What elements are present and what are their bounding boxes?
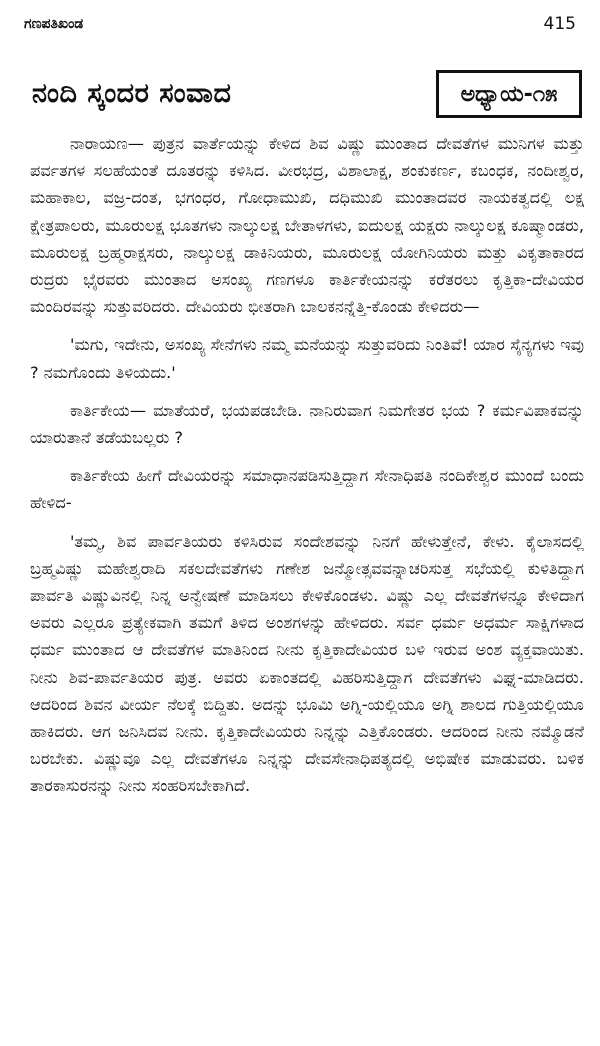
paragraph: ನಾರಾಯಣ— ಪುತ್ರನ ವಾರ್ತೆಯನ್ನು ಕೇಳಿದ ಶಿವ ವಿಷ್ಣು ಮುಂತಾದ ದೇವತೆಗಳ ಮುನಿಗಳ ಮತ್ತು ಪರ್ವತಗಳ ಸಲಹೆಯಂತೆ ದೂತರನ್ನು ಕಳಿಸಿದ. ವೀರಭದ್ರ, ವಿಶಾಲಾಕ್ಷ, ಶಂಕುಕರ್ಣ, ಕಬಂಧಕ, ನಂದೀಶ್ವರ, ಮಹಾಕಾಲ, ವಜ್ರ-ದಂತ, ಭಗಂಧರ, ಗೋಧಾಮುಖಿ, ದಧಿಮುಖಿ ಮುಂತಾದವರ ನಾಯಕತ್ವದಲ್ಲಿ ಲಕ್ಷ ಕ್ಷೇತ್ರಪಾಲರು, ಮೂರುಲಕ್ಷ ಭೂತಗಳು ನಾಲ್ಕುಲಕ್ಷ ಬೇತಾಳಗಳು, ಐದುಲಕ್ಷ ಯಕ್ಷರು ನಾಲ್ಕುಲಕ್ಷ ಕೂಷ್ಮಾಂಡರು, ಮೂರುಲಕ್ಷ ಬ್ರಹ್ಮರಾಕ್ಷಸರು, ನಾಲ್ಕುಲಕ್ಷ ಡಾಕಿನಿಯರು, ಮೂರುಲಕ್ಷ ಯೋಗಿನಿಯರು ಮತ್ತು ವಿಕೃತಾಕಾರದ ರುದ್ರರು ಭೈರವರು ಮುಂತಾದ ಅಸಂಖ್ಯ ಗಣಗಳೂ ಕಾರ್ತಿಕೇಯನನ್ನು ಕರೆತರಲು ಕೃತ್ತಿಕಾ-ದೇವಿಯರ ಮಂದಿರವನ್ನು ಸುತ್ತುವರಿದರು. ದೇವಿಯರು ಭೀತರಾಗಿ ಬಾಲಕನನ್ನೆತ್ತಿ-ಕೊಂಡು ಕೇಳಿದರು— xyxy=(30,134,584,317)
paragraph: ಕಾರ್ತಿಕೇಯ— ಮಾತೆಯರೆ, ಭಯಪಡಬೇಡಿ. ನಾನಿರುವಾಗ ನಿಮಗೇತರ ಭಯ ? ಕರ್ಮವಿಪಾಕವನ್ನು ಯಾರುತಾನೆ ತಡೆಯಬಲ್ಲರು ? xyxy=(30,400,584,448)
paragraph: 'ಮಗು, ಇದೇನು, ಅಸಂಖ್ಯ ಸೇನೆಗಳು ನಮ್ಮ ಮನೆಯನ್ನು ಸುತ್ತುವರಿದು ನಿಂತಿವೆ! ಯಾರ ಸೈನ್ಯಗಳು ಇವು ? ನಮಗೊಂದು ತಿಳಿಯದು.' xyxy=(30,335,584,382)
paragraph: 'ತಮ್ಮ, ಶಿವ ಪಾರ್ವತಿಯರು ಕಳಿಸಿರುವ ಸಂದೇಶವನ್ನು ನಿನಗೆ ಹೇಳುತ್ತೇನೆ, ಕೇಳು. ಕೈಲಾಸದಲ್ಲಿ ಬ್ರಹ್ಮವಿಷ್ಣು ಮಹೇಶ್ವರಾದಿ ಸಕಲದೇವತೆಗಳು ಗಣೇಶ ಜನ್ಮೋತ್ಸವವನ್ನಾಚರಿಸುತ್ತ ಸಭೆಯಲ್ಲಿ ಕುಳಿತಿದ್ದಾಗ ಪಾರ್ವತಿ ವಿಷ್ಣುವಿನಲ್ಲಿ ನಿನ್ನ ಅನ್ವೇಷಣೆ ಮಾಡಿಸಲು ಕೇಳಿಕೊಂಡಳು. ವಿಷ್ಣು ಎಲ್ಲ ದೇವತೆಗಳನ್ನೂ ಕೇಳಿದಾಗ ಅವರು ಎಲ್ಲರೂ ಪ್ರತ್ಯೇಕವಾಗಿ ತಮಗೆ ತಿಳಿದ ಅಂಶಗಳನ್ನು ಹೇಳಿದರು. ಸರ್ವ ಧರ್ಮ ಅಧರ್ಮ ಸಾಕ್ಷಿಗಳಾದ ಧರ್ಮ ಮುಂತಾದ ಆ ದೇವತೆಗಳ ಮಾತಿನಿಂದ ನೀನು ಕೃತ್ತಿಕಾದೇವಿಯರ ಬಳಿ ಇರುವ ಅಂಶ ವ್ಯಕ್ತವಾಯಿತು. ನೀನು ಶಿವ-ಪಾರ್ವತಿಯರ ಪುತ್ರ. ಅವರು ಏಕಾಂತದಲ್ಲಿ ವಿಹರಿಸುತ್ತಿದ್ದಾಗ ದೇವತೆಗಳು ವಿಘ್ನ-ಮಾಡಿದರು. ಆದರಿಂದ ಶಿವನ ವೀರ್ಯ ನೆಲಕ್ಕೆ ಬಿದ್ದಿತು. ಅದನ್ನು ಭೂಮಿ ಅಗ್ನಿ-ಯಲ್ಲಿಯೂ ಅಗ್ನಿ ಶಾಲದ ಗುತ್ತಿಯಲ್ಲಿಯೂ ಹಾಕಿದರು. ಆಗ ಜನಿಸಿದವ ನೀನು. ಕೃತ್ತಿಕಾದೇವಿಯರು ನಿನ್ನನ್ನು ಎತ್ತಿಕೊಂಡರು. ಆದರಿಂದ ನೀನು ನಮ್ಮೊಡನೆ ಬರಬೇಕು. ವಿಷ್ಣುವೂ ಎಲ್ಲ ದೇವತೆಗಳೂ ನಿನ್ನನ್ನು ದೇವಸೇನಾಧಿಪತ್ಯದಲ್ಲಿ ಅಭಿಷೇಕ ಮಾಡುವರು. ಬಳಿಕ ತಾರಕಾಸುರನನ್ನು ನೀನು ಸಂಹರಿಸಬೇಕಾಗಿದೆ. xyxy=(30,531,584,796)
chapter-number-box xyxy=(436,70,582,118)
paragraph: ಕಾರ್ತಿಕೇಯ ಹೀಗೆ ದೇವಿಯರನ್ನು ಸಮಾಧಾನಪಡಿಸುತ್ತಿದ್ದಾಗ ಸೇನಾಧಿಪತಿ ನಂದಿಕೇಶ್ವರ ಮುಂದೆ ಬಂದು ಹೇಳಿದ- xyxy=(30,466,584,513)
page-number: 415 xyxy=(543,14,576,34)
running-title: ಗಣಪತಿಖಂಡ xyxy=(24,16,84,32)
running-header xyxy=(24,14,576,38)
chapter-number-label: ಅಧ್ಯಾಯ-೧೫ xyxy=(460,81,558,107)
body-text xyxy=(30,130,584,811)
chapter-title: ನಂದಿ ಸ್ಕಂದರ ಸಂವಾದ xyxy=(32,78,232,109)
